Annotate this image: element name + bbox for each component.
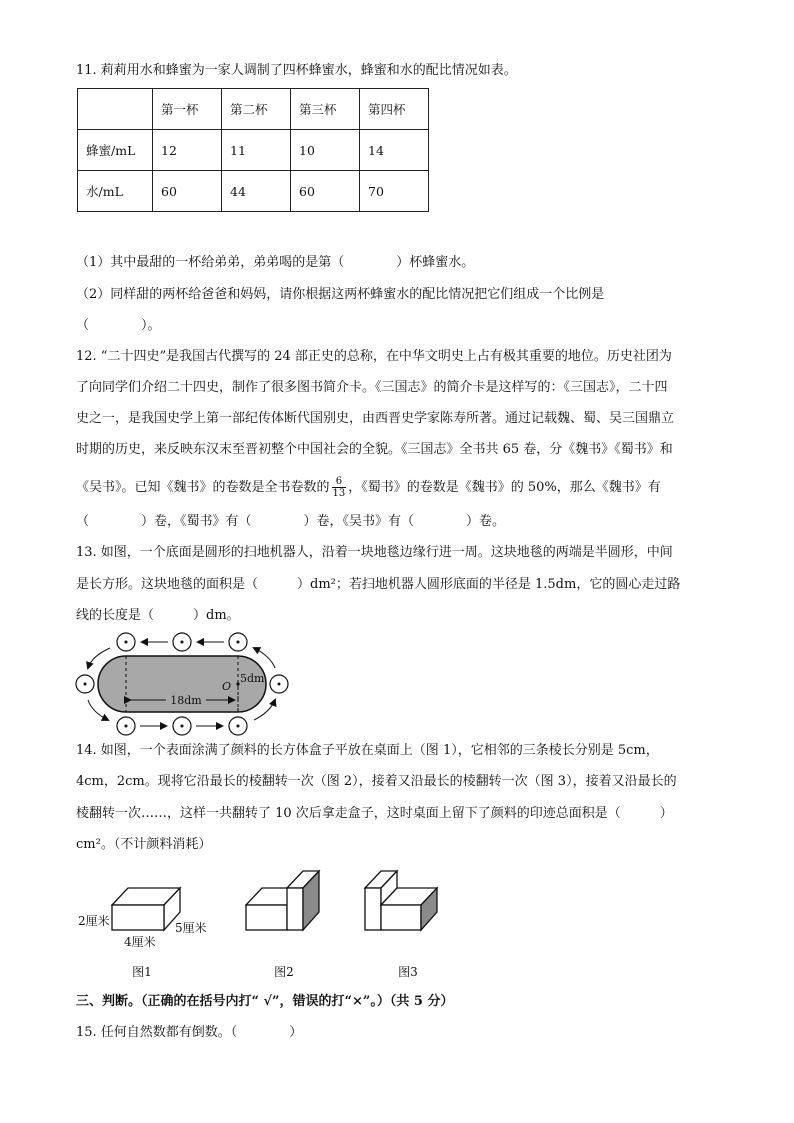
table-row (78, 171, 429, 212)
q12-line3: 史之一，是我国史学上第一部纪传体断代国别史，由西晋史学家陈寿所著。通过记载魏、蜀、吴三国鼎立 (76, 411, 675, 426)
table-cell: 10 (291, 130, 360, 171)
q12-line6: （ ）卷，《蜀书》有（ ）卷，《吴书》有（ ）卷。 (76, 514, 506, 529)
q12-line5-a: 《吴书》。已知《魏书》的卷数是全书卷数的 (76, 480, 330, 495)
figure-3-boxes (365, 871, 437, 930)
q13-line3: 线的长度是（ ）dm。 (76, 608, 240, 623)
figure-1-box (112, 888, 180, 930)
section-heading: 三、判断。（正确的在括号内打“ √”，错误的打“×”。）（共 5 分） (76, 994, 454, 1009)
table-cell: 水/mL (78, 171, 153, 212)
figure-2-boxes (246, 871, 319, 930)
box-flip-figures (76, 860, 456, 985)
q11-stem: 11. 莉莉用水和蜂蜜为一家人调制了四杯蜂蜜水，蜂蜜和水的配比情况如表。 (76, 63, 517, 78)
table-cell (78, 89, 153, 130)
q12-line4: 时期的历史，来反映东汉末至晋初整个中国社会的全貌。《三国志》全书共 65 卷，分《魏书》《蜀书》和 (76, 442, 673, 457)
q12-line5-b: ，《蜀书》的卷数是《魏书》的 50%，那么《魏书》有 (348, 480, 661, 495)
table-cell: 60 (291, 171, 360, 212)
width-label: 4厘米 (124, 935, 156, 949)
length-label: 18dm (170, 694, 202, 707)
height-label: 2厘米 (78, 914, 110, 928)
radius-label: 5dm (240, 672, 265, 685)
q12-line2: 了向同学们介绍二十四史，制作了很多图书简介卡。《三国志》的简介卡是这样写的：《三国志》，二十四 (76, 380, 668, 395)
table-cell: 60 (153, 171, 222, 212)
table-row (78, 130, 429, 171)
fraction-denominator: 13 (332, 488, 346, 499)
table-cell: 第一杯 (153, 89, 222, 130)
fraction (332, 476, 347, 499)
q12-line1: 12. “二十四史”是我国古代撰写的 24 部正史的总称，在中华文明史上占有极其重要的地位。历史社团为 (76, 349, 672, 364)
figure-3-caption: 图3 (398, 965, 418, 979)
q11-sub2-blank: （ ）。 (76, 318, 161, 333)
q14-line1: 14. 如图，一个表面涂满了颜料的长方体盒子平放在桌面上（图 1），它相邻的三条棱长分别是 5cm， (76, 743, 659, 758)
table-cell: 44 (222, 171, 291, 212)
q11-sub1: （1）其中最甜的一杯给弟弟，弟弟喝的是第（ ）杯蜂蜜水。 (76, 255, 475, 270)
center-label: O (222, 680, 232, 693)
table-cell: 12 (153, 130, 222, 171)
fraction-numerator: 6 (332, 476, 347, 488)
depth-label: 5厘米 (175, 921, 207, 935)
q13-line2: 是长方形。这块地毯的面积是（ ）dm²；若扫地机器人圆形底面的半径是 1.5dm，它的圆心走过路 (76, 577, 681, 592)
honey-water-table (77, 88, 429, 212)
table-cell: 14 (360, 130, 429, 171)
table-cell: 11 (222, 130, 291, 171)
q14-line3: 棱翻转一次……，这样一共翻转了 10 次后拿走盒子，这时桌面上留下了颜料的印迹总面积是（ ） (76, 806, 673, 821)
q14-line4: cm²。（不计颜料消耗） (76, 837, 212, 852)
table-cell: 蜂蜜/mL (78, 130, 153, 171)
table-cell: 70 (360, 171, 429, 212)
table-header-row (78, 89, 429, 130)
carpet-robot-figure (70, 628, 300, 738)
table-cell: 第二杯 (222, 89, 291, 130)
q14-line2: 4cm，2cm。现将它沿最长的棱翻转一次（图 2），接着又沿最长的棱翻转一次（图 3），接着又沿最长的 (76, 774, 677, 789)
q12-line5 (76, 476, 661, 499)
table-cell: 第三杯 (291, 89, 360, 130)
q13-line1: 13. 如图，一个底面是圆形的扫地机器人，沿着一块地毯边缘行进一周。这块地毯的两端是半圆形，中间 (76, 545, 673, 560)
q15-text: 15. 任何自然数都有倒数。（ ） (76, 1025, 303, 1040)
figure-2-caption: 图2 (274, 965, 294, 979)
figure-1-caption: 图1 (132, 965, 152, 979)
table-cell: 第四杯 (360, 89, 429, 130)
q11-sub2: （2）同样甜的两杯给爸爸和妈妈，请你根据这两杯蜂蜜水的配比情况把它们组成一个比例是 (76, 287, 605, 302)
